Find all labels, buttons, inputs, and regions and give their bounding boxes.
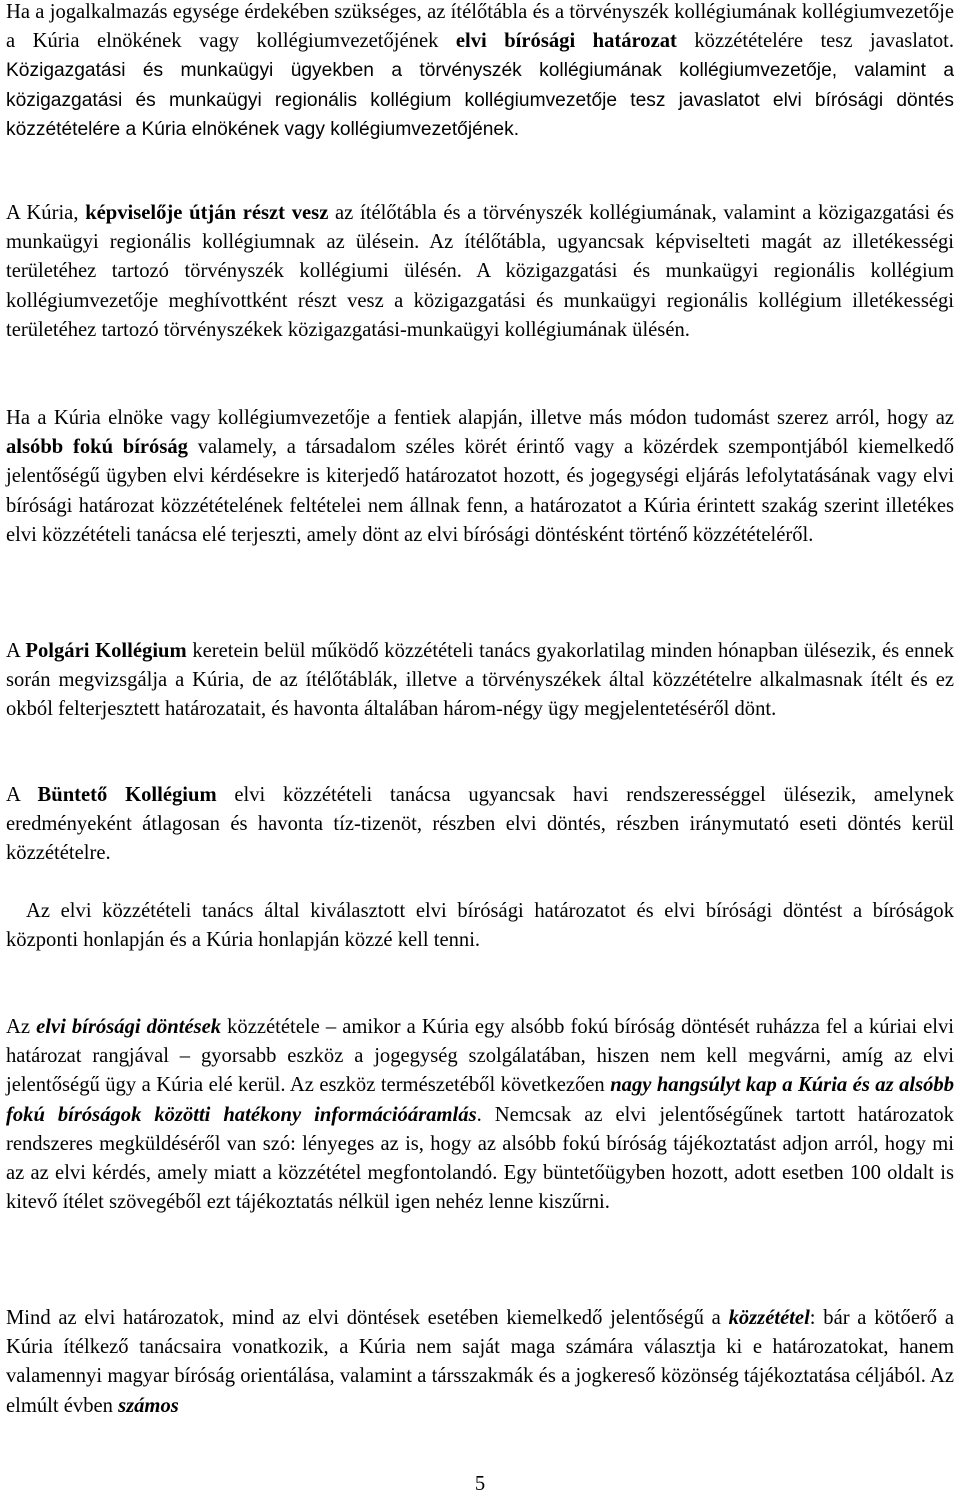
- p4-text-c: keretein belül működő közzétételi tanács gyakorlatilag minden hónapban ülésezik, és ennek során megvizsgálja a Kúria, de az ítélőtáblák, illetve a törvényszékek által közzétételre alkalmasnak ítélt és ez okból felterjesztett határozatait, és havonta általában három-négy ügy megjelentetéséről dönt.: [6, 640, 954, 721]
- paragraph-4: [6, 637, 954, 725]
- paragraph-6: [6, 897, 954, 955]
- p8-bold-italic-end: számos: [118, 1394, 179, 1417]
- p8-text-a: Mind az elvi határozatok, mind az elvi döntések esetében kiemelkedő jelentőségű a: [6, 1307, 729, 1329]
- p5-text-a: A: [6, 784, 38, 806]
- p8-bold-italic-term: közzététel: [728, 1307, 810, 1329]
- p3-text-c: valamely, a társadalom széles körét érintő vagy a közérdek szempontjából kiemelkedő jelentőségű ügyben elvi kérdésekre is kiterjedő határozatot hozott, és jogegységi eljárás lefolytatásának vagy elvi bírósági határozat közzétételének feltételei nem állnak fenn, a határozatot a Kúria érintett szakág szerint illetékes elvi közzétételi tanácsa elé terjeszti, amely dönt az elvi bírósági döntésként történő közzétételéről.: [6, 436, 954, 546]
- p7-text-c: közzététele – amikor a Kúria egy alsóbb fokú bíróság döntését ruházza fel a kúriai elvi határozat rangjával – gyorsabb eszköz a jogegység szolgálatában, hiszen nem kell megvárni, amíg az elvi jelentőségű ügy a Kúria elé kerül. Az eszköz természetéből következően: [6, 1016, 954, 1097]
- paragraph-7: [6, 1013, 954, 1217]
- p3-bold-term: alsóbb fokú bíróság: [6, 436, 188, 459]
- p1-text-a: Ha a jogalkalmazás egysége érdekében szükséges, az ítélőtábla és a törvényszék kollégiumának kollégiumvezetője a Kúria elnökének vagy kollégiumvezetőjének: [6, 1, 954, 53]
- paragraph-8: [6, 1304, 954, 1421]
- p1-text-c: közzétételére tesz javaslatot.: [676, 30, 954, 53]
- paragraph-5: [6, 781, 954, 869]
- paragraph-1: [6, 0, 954, 144]
- p1-bold-term: elvi bírósági határozat: [455, 30, 677, 53]
- p7-bold-italic-emphasis: nagy hangsúlyt kap a Kúria és az alsóbb fokú bíróságok közötti hatékony információáramlás: [6, 1074, 955, 1126]
- p4-bold-term: Polgári Kollégium: [25, 640, 187, 662]
- p2-bold-term: képviselője útján részt vesz: [85, 202, 329, 224]
- p8-text-c: : bár a kötőerő a Kúria ítélkező tanácsaira vonatkozik, a Kúria nem saját maga számára választja ki e határozatokat, hanem valamennyi magyar bíróság orientálása, valamint a társszakmák és a jogkereső közönség tájékoztatása céljából. Az elmúlt évben: [6, 1307, 954, 1417]
- p7-bold-italic-term: elvi bírósági döntések: [36, 1016, 222, 1038]
- page-number: 5: [474, 1473, 486, 1495]
- p1-text-d: Közigazgatási és munkaügyi ügyekben a törvényszék kollégiumának kollégiumvezetője, valamint a közigazgatási és munkaügyi regionális kollégium kollégiumvezetője tesz javaslatot elvi bírósági döntés közzétételére a Kúria elnökének vagy kollégiumvezetőjének.: [6, 60, 954, 140]
- p7-text-e: . Nemcsak az elvi jelentőségűnek tartott határozatok rendszeres megküldéséről van szó: lényeges az is, hogy az alsóbb fokú bíróság tájékoztatást adjon arról, hogy mi az az elvi kérdés, amely miatt a közzététel megfontolandó. Egy büntetőügyben hozott, adott esetben 100 oldalt is kitevő ítélet szövegéből ezt tájékoztatás nélkül igen nehéz lenne kiszűrni.: [6, 1103, 954, 1214]
- p5-bold-term: Büntető Kollégium: [37, 784, 217, 806]
- p2-text-a: A Kúria,: [6, 202, 86, 224]
- p4-text-a: A: [6, 640, 26, 662]
- p3-text-a: Ha a Kúria elnöke vagy kollégiumvezetője a fentiek alapján, illetve más módon tudomást szerez arról, hogy az: [6, 407, 954, 429]
- p2-text-c: az ítélőtábla és a törvényszék kollégiumának, valamint a közigazgatási és munkaügyi regionális kollégiumnak az ülésein.: [6, 202, 955, 254]
- p7-text-a: Az: [6, 1016, 37, 1038]
- p2-text-e: A közigazgatási és munkaügyi regionális kollégium kollégiumvezetője meghívottként részt vesz a közigazgatási és munkaügyi regionális kollégium illetékességi területéhez tartozó törvényszékek közigazgatási-munkaügyi kollégiumának ülésén.: [6, 260, 954, 341]
- p6-text-a: Az elvi közzétételi tanács által kiválasztott elvi bírósági határozatot és elvi bírósági döntést a bíróságok központi honlapján és a Kúria honlapján közzé kell tenni.: [6, 900, 954, 952]
- paragraph-3: [6, 404, 954, 550]
- paragraph-2: [6, 199, 954, 345]
- p5-text-c: elvi közzétételi tanácsa ugyancsak havi rendszerességgel ülésezik, amelynek eredményeként átlagosan és havonta tíz-tizenöt, részben elvi döntés, részben iránymutató eseti döntés kerül közzétételre.: [6, 784, 954, 865]
- p2-text-d: Az ítélőtábla, ugyancsak képviselteti magát az illetékességi területéhez tartozó törvényszék kollégiumi ülésén.: [6, 231, 954, 283]
